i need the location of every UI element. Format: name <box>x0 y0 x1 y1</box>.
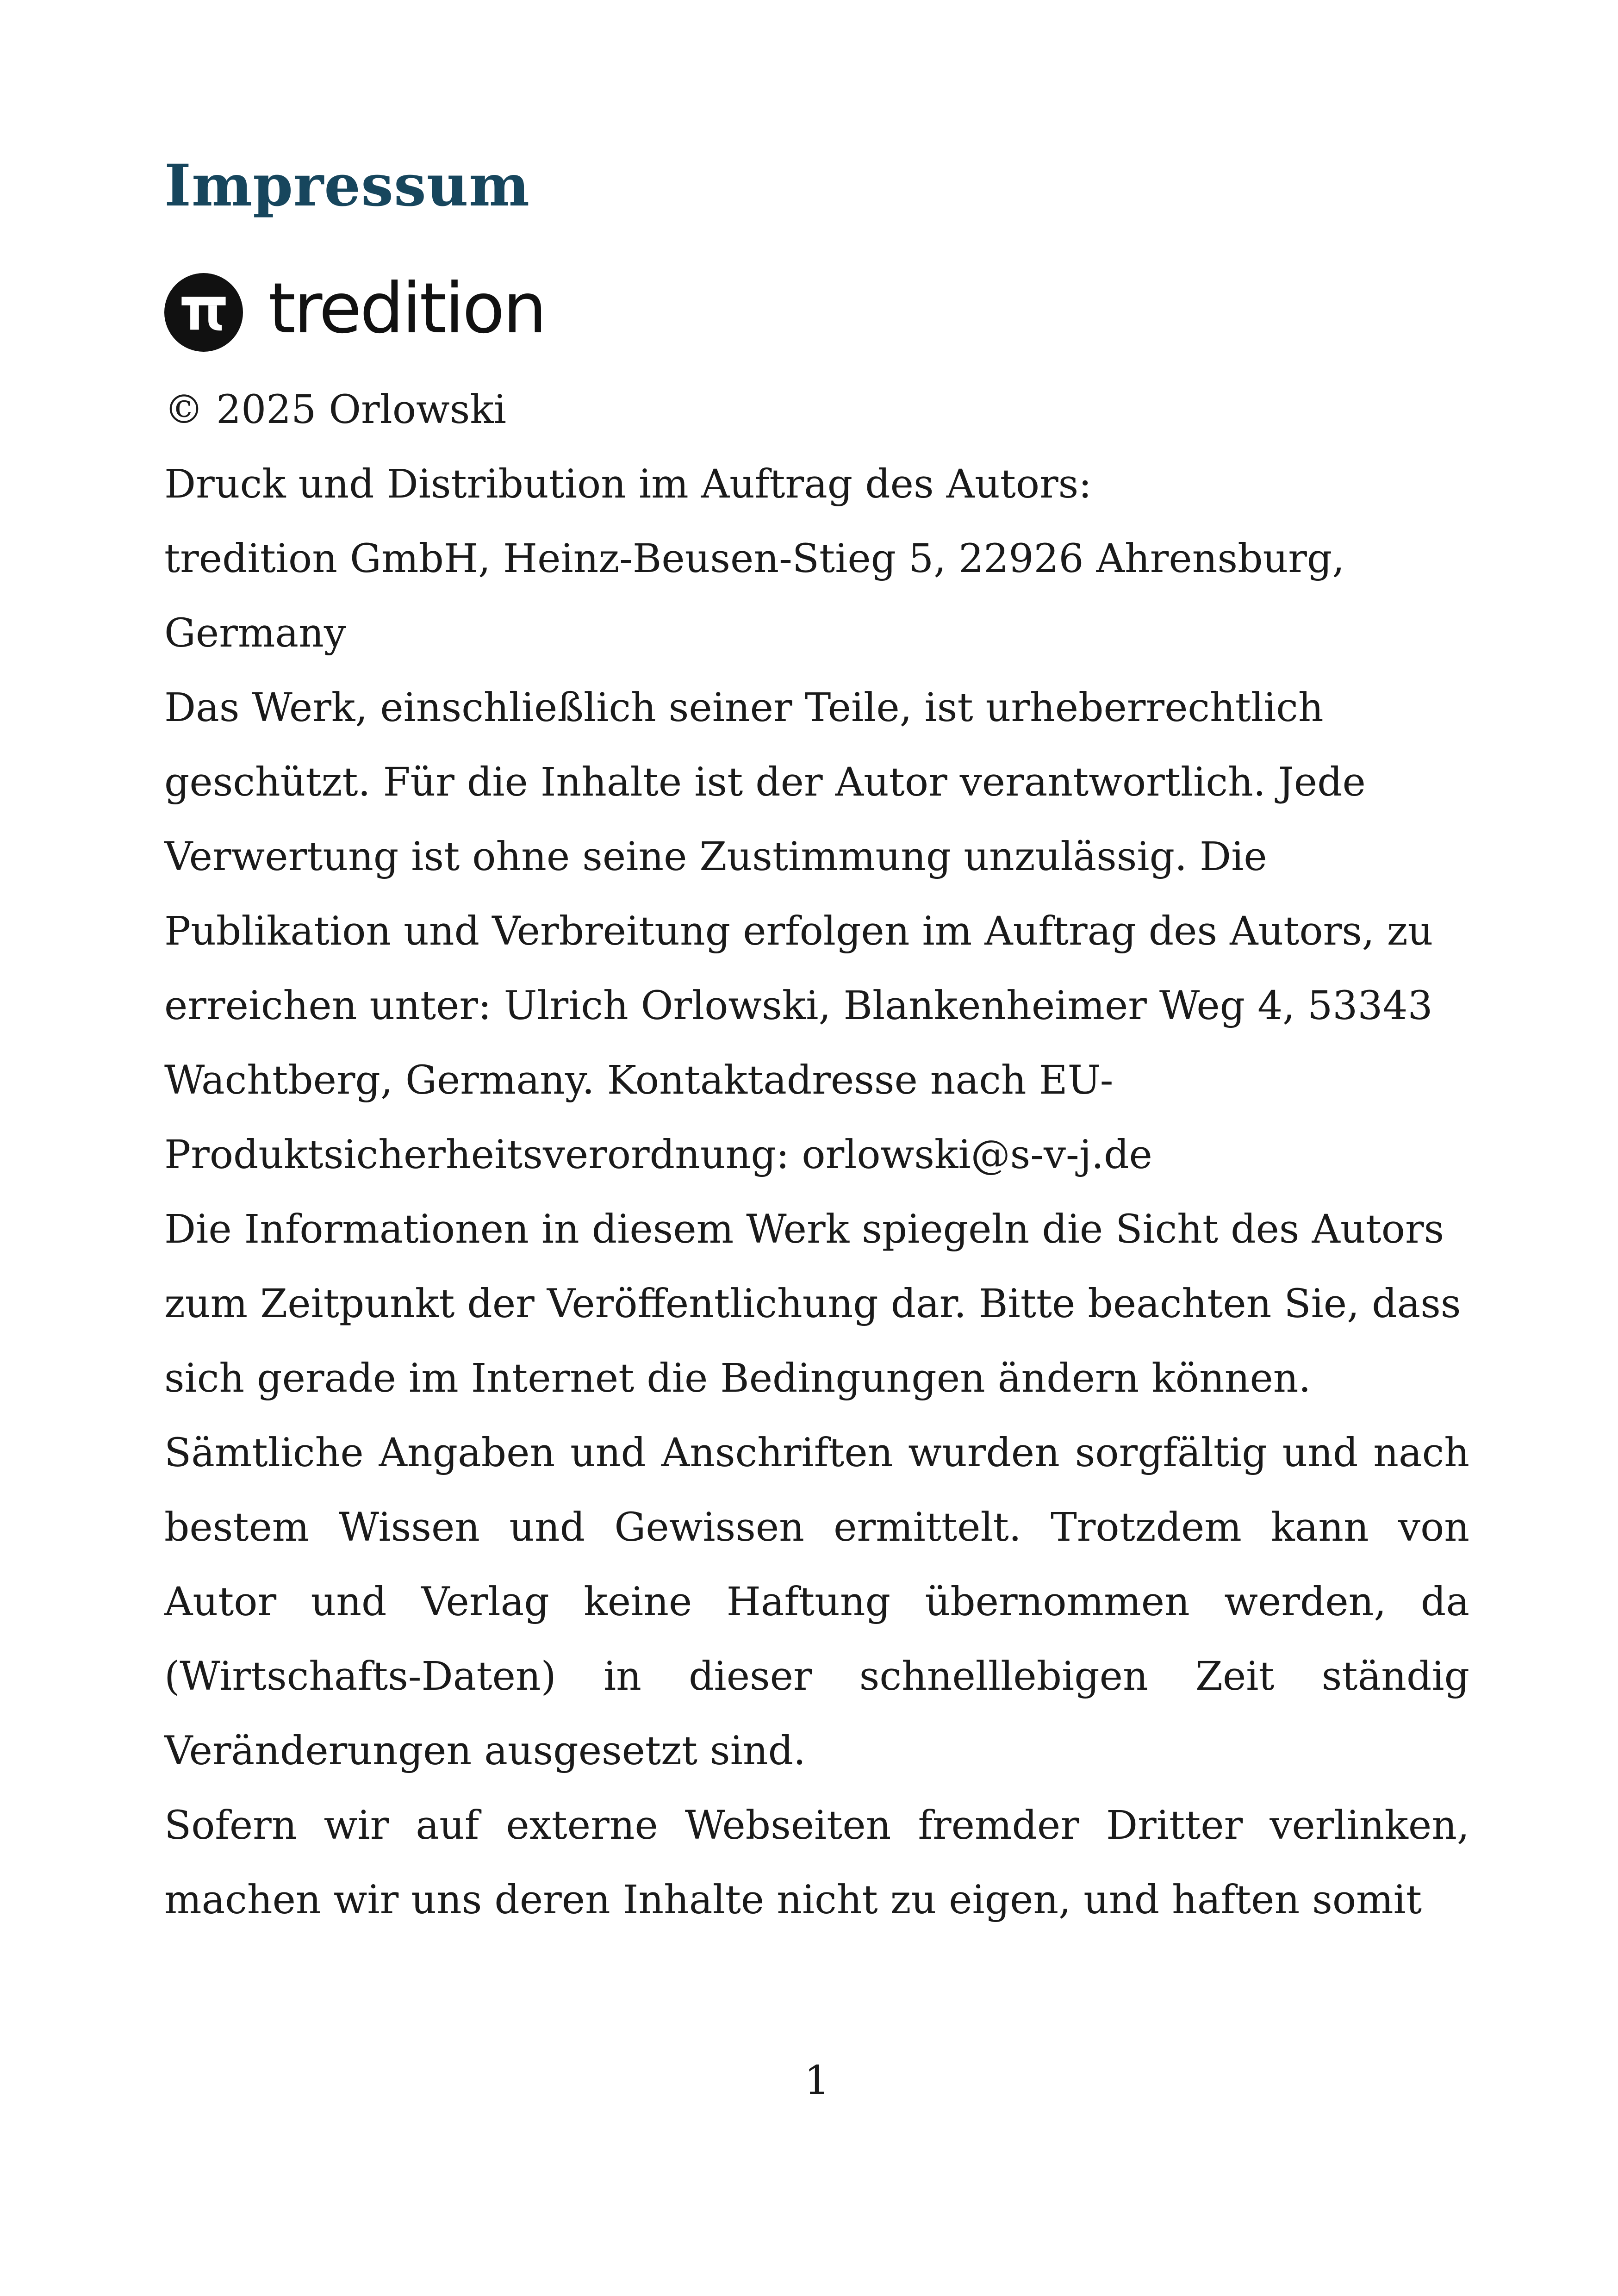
copyright-line: © 2025 Orlowski <box>164 387 507 433</box>
liability-paragraph: Sämtliche Angaben und Anschriften wurden sorgfältig und nach bestem Wissen und Gewissen ermittelt. Trotzdem kann von Autor und Verlag keine Haftung übernommen werden, da (Wirtschafts-Daten) in dieser schnelllebigen Zeit ständig Veränderungen ausgesetzt sind. <box>164 1430 1469 1774</box>
document-page <box>164 0 1469 2296</box>
imprint-text <box>164 373 1469 1937</box>
page-title: Impressum <box>164 152 530 219</box>
logo-wordmark: tredition <box>268 268 545 349</box>
information-paragraph: Die Informationen in diesem Werk spiegeln die Sicht des Autors zum Zeitpunkt der Veröffentlichung dar. Bitte beachten Sie, dass sich gerade im Internet die Bedingungen ändern können. <box>164 1207 1461 1401</box>
publisher-address: tredition GmbH, Heinz-Beusen-Stieg 5, 22926 Ahrensburg, <box>164 536 1345 582</box>
copyright-notice-paragraph: Das Werk, einschließlich seiner Teile, ist urheberrechtlich geschützt. Für die Inhalte ist der Autor verantwortlich. Jede Verwertung ist ohne seine Zustimmung unzulässig. Die Publikation und Verbreitung erfolgen im Auftrag des Autors, zu erreichen unter: Ulrich Orlowski, Blankenheimer Weg 4, 53343 Wachtberg, Germany. Kontaktadresse nach EU-Produktsicherheitsverordnung: orlowski@s-v-j.de <box>164 685 1433 1178</box>
distribution-line: Druck und Distribution im Auftrag des Autors: <box>164 461 1092 507</box>
publisher-logo <box>164 268 545 354</box>
page-number: 1 <box>804 2058 830 2103</box>
tredition-logo-icon <box>164 273 243 352</box>
publisher-country: Germany <box>164 610 346 656</box>
external-links-paragraph: Sofern wir auf externe Webseiten fremder Dritter verlinken, machen wir uns deren Inhalte nicht zu eigen, und haften somit <box>164 1803 1469 1923</box>
